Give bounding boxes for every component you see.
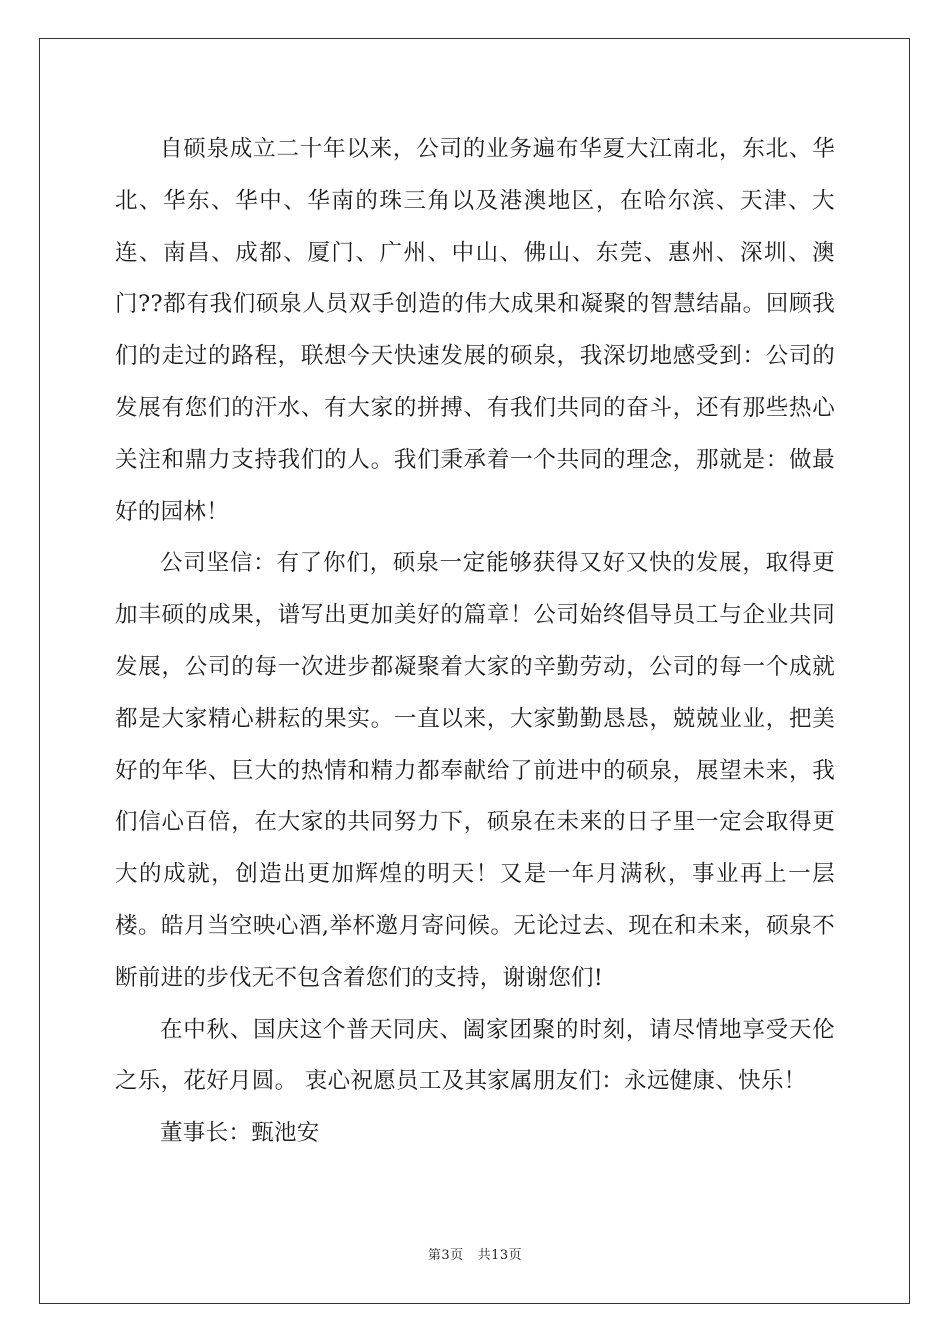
paragraph-history: 自硕泉成立二十年以来，公司的业务遍布华夏大江南北，东北、华北、华东、华中、华南的珠三角以及港澳地区，在哈尔滨、天津、大连、南昌、成都、厦门、广州、中山、佛山、东莞、惠州、深圳、澳门??都有我们硕泉人员双手创造的伟大成果和凝聚的智慧结晶。回顾我们的走过的路程，联想今天快速发展的硕泉，我深切地感受到：公司的发展有您们的汗水、有大家的拼搏、有我们共同的奋斗，还有那些热心关注和鼎力支持我们的人。我们秉承着一个共同的理念，那就是：做最好的园林！	[115, 136, 835, 525]
page-footer	[0, 1244, 950, 1263]
paragraph-belief: 公司坚信：有了你们，硕泉一定能够获得又好又快的发展，取得更加丰硕的成果，谱写出更加美好的篇章！公司始终倡导员工与企业共同发展，公司的每一次进步都凝聚着大家的辛勤劳动，公司的每一个成就都是大家精心耕耘的果实。一直以来，大家勤勤恳恳，兢兢业业，把美好的年华、巨大的热情和精力都奉献给了前进中的硕泉，展望未来，我们信心百倍，在大家的共同努力下，硕泉在未来的日子里一定会取得更大的成就，创造出更加辉煌的明天！又是一年月满秋，事业再上一层楼。皓月当空映心酒,举杯邀月寄问候。无论过去、现在和未来，硕泉不断前进的步伐无不包含着您们的支持，谢谢您们!	[115, 550, 835, 991]
page-number: 第3页	[427, 1248, 464, 1263]
signature: 董事长：甄池安	[160, 1120, 320, 1147]
paragraph-greeting: 在中秋、国庆这个普天同庆、阖家团聚的时刻，请尽情地享受天伦之乐，花好月圆。 衷心祝愿员工及其家属朋友们：永远健康、快乐！	[115, 1016, 835, 1095]
page-total: 共13页	[477, 1248, 523, 1263]
document-body	[115, 124, 835, 1160]
